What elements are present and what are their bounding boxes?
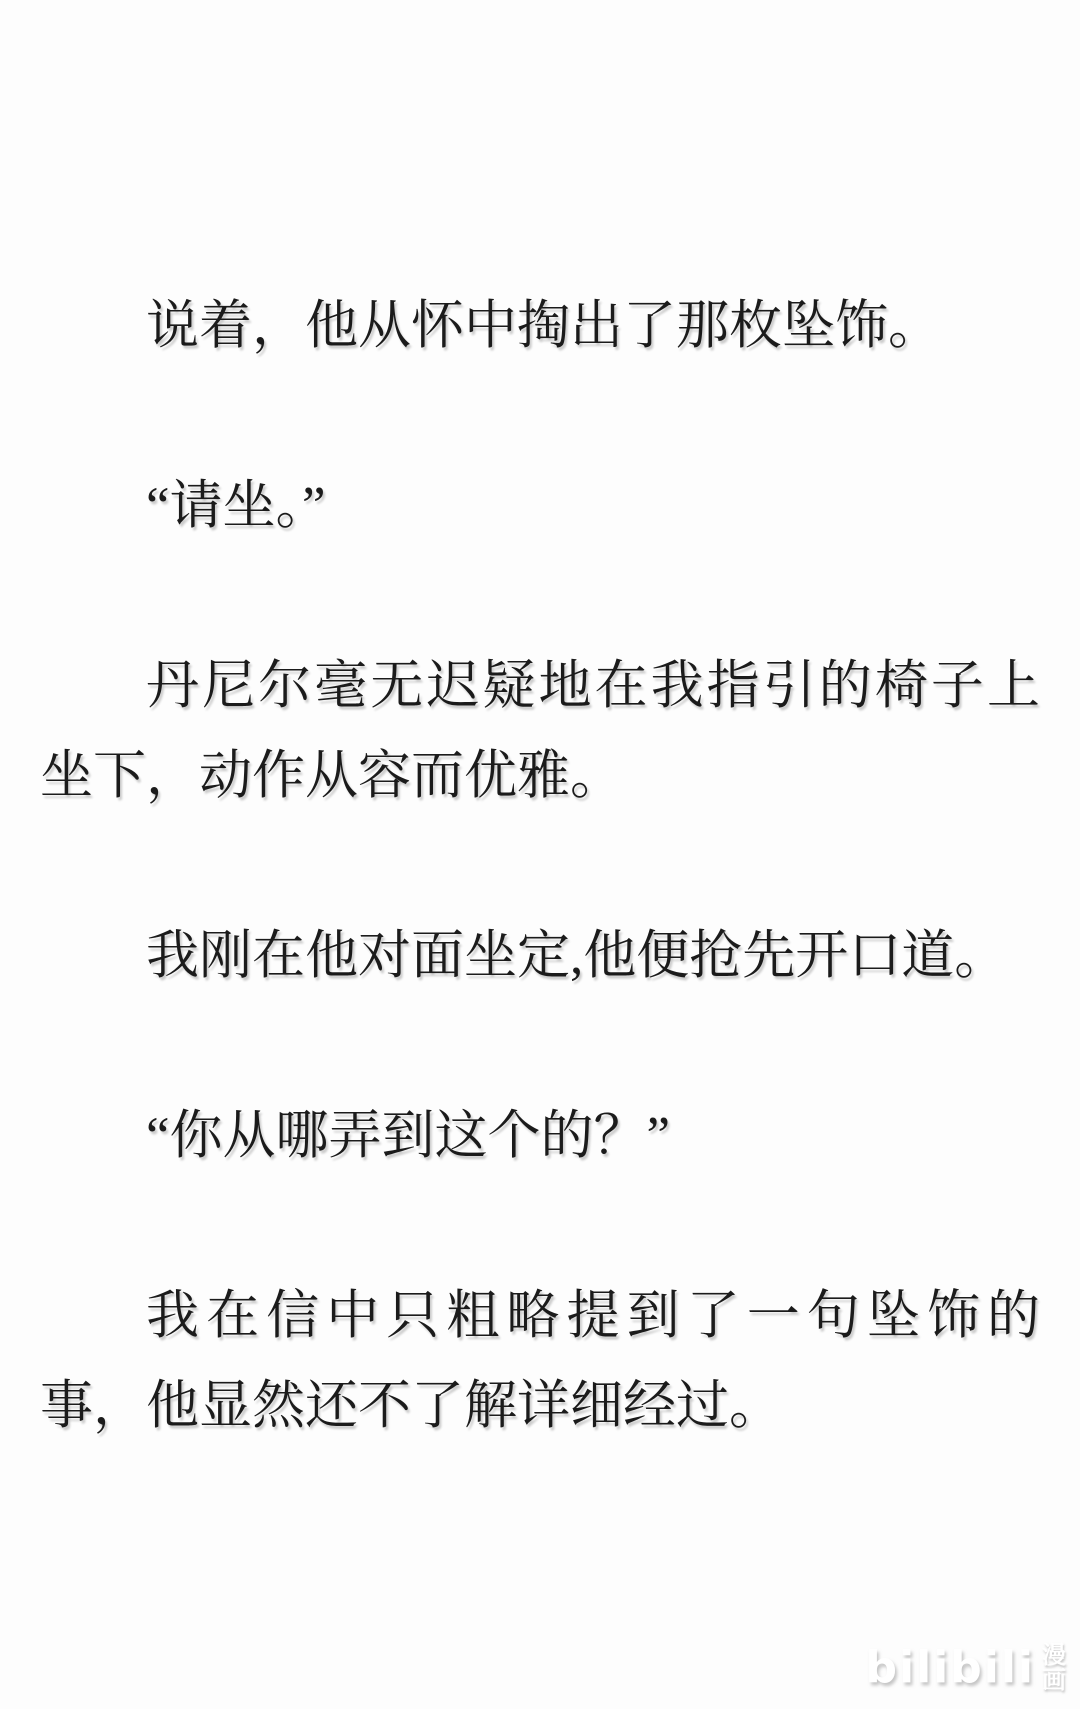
bilibili-logo: bilibili [865,1642,1035,1693]
manga-badge-char-top: 漫 [1042,1640,1066,1669]
paragraph-5-dialogue: “你从哪弄到这个的？” [146,1107,671,1165]
paragraph-6: 我在信中只粗略提到了一句坠饰的事，他显然还不了解详细经过。 [40,1287,1040,1435]
paragraph-2-dialogue: “请坐。” [146,477,326,535]
paragraph-3: 丹尼尔毫无迟疑地在我指引的椅子上坐下，动作从容而优雅。 [40,657,1040,805]
novel-text-page [40,281,1040,1451]
manga-badge-char-bottom: 画 [1042,1665,1066,1694]
manga-badge [1042,1640,1066,1694]
paragraph-4: 我刚在他对面坐定,他便抢先开口道。 [146,927,1008,985]
bilibili-manga-watermark [866,1642,1066,1693]
paragraph-1: 说着，他从怀中掏出了那枚坠饰。 [146,297,941,355]
